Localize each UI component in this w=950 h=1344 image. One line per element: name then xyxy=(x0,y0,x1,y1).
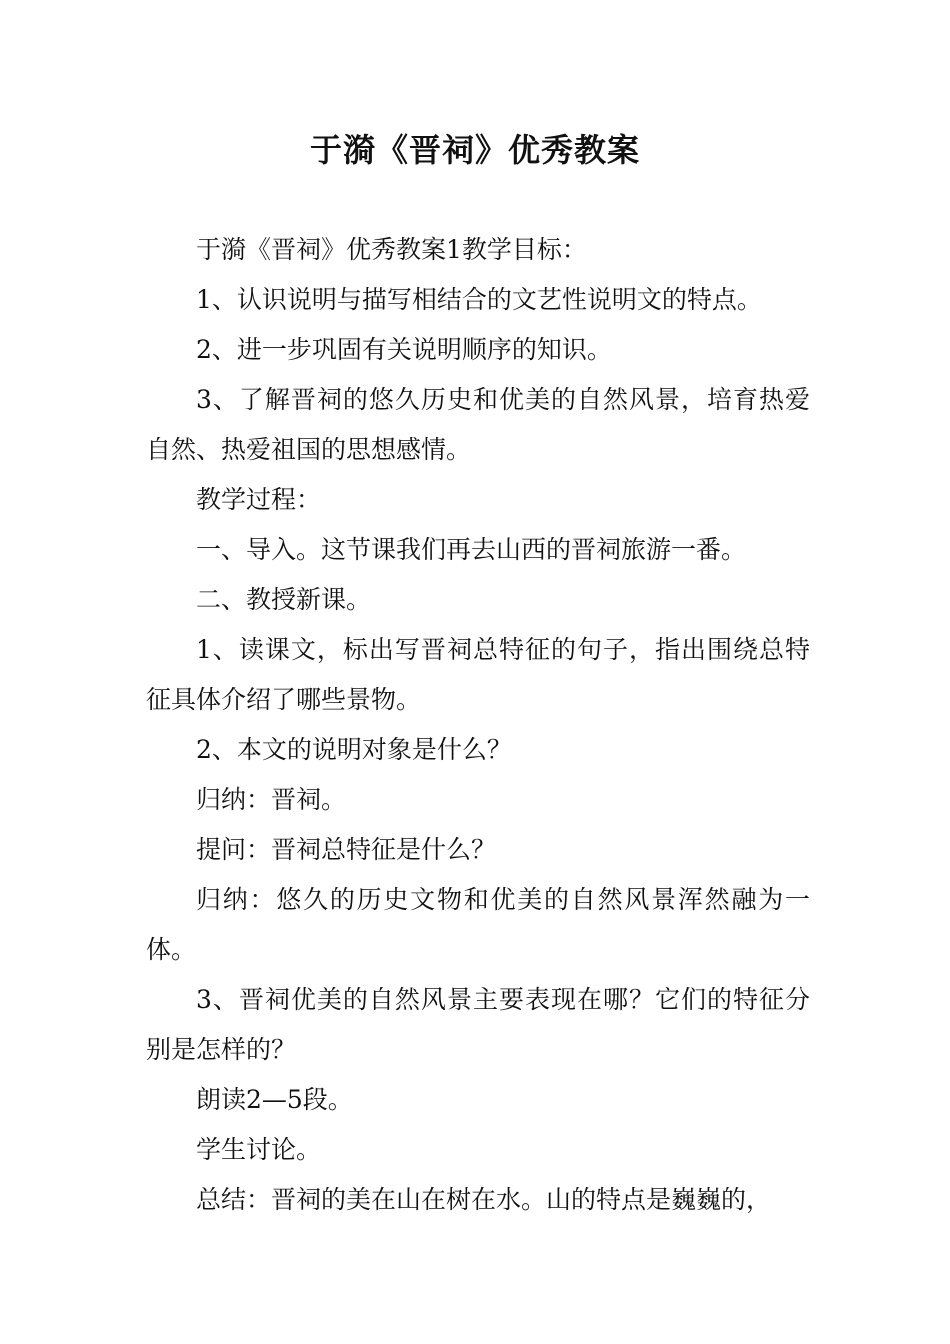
paragraph-question: 提问：晋祠总特征是什么？ xyxy=(196,835,497,864)
paragraph-conclusion: 总结：晋祠的美在山在树在水。山的特点是巍巍的， xyxy=(196,1185,772,1214)
paragraph-discussion: 学生讨论。 xyxy=(196,1135,322,1164)
paragraph-summary-1: 归纳：晋祠。 xyxy=(196,785,347,814)
paragraph-new-lesson: 二、教授新课。 xyxy=(196,585,372,614)
paragraph-goal-3: 3、了解晋祠的悠久历史和优美的自然风景，培育热爱自然、热爱祖国的思想感情。 xyxy=(146,385,810,464)
paragraph-teaching-goals: 于漪《晋祠》优秀教案1教学目标： xyxy=(196,235,587,264)
paragraph-teaching-process: 教学过程： xyxy=(196,485,322,514)
paragraph-goal-2: 2、进一步巩固有关说明顺序的知识。 xyxy=(196,335,612,364)
paragraph-step-3: 3、晋祠优美的自然风景主要表现在哪？它们的特征分别是怎样的？ xyxy=(146,985,810,1064)
document-body xyxy=(146,225,810,1225)
document-title: 于漪《晋祠》优秀教案 xyxy=(309,131,640,169)
paragraph-introduction: 一、导入。这节课我们再去山西的晋祠旅游一番。 xyxy=(196,535,747,564)
paragraph-reading: 朗读2—5段。 xyxy=(196,1085,353,1114)
paragraph-step-2: 2、本文的说明对象是什么？ xyxy=(196,735,512,764)
paragraph-summary-2: 归纳：悠久的历史文物和优美的自然风景浑然融为一体。 xyxy=(146,885,810,964)
paragraph-goal-1: 1、认识说明与描写相结合的文艺性说明文的特点。 xyxy=(196,285,762,314)
paragraph-step-1: 1、读课文，标出写晋祠总特征的句子，指出围绕总特征具体介绍了哪些景物。 xyxy=(146,635,810,714)
